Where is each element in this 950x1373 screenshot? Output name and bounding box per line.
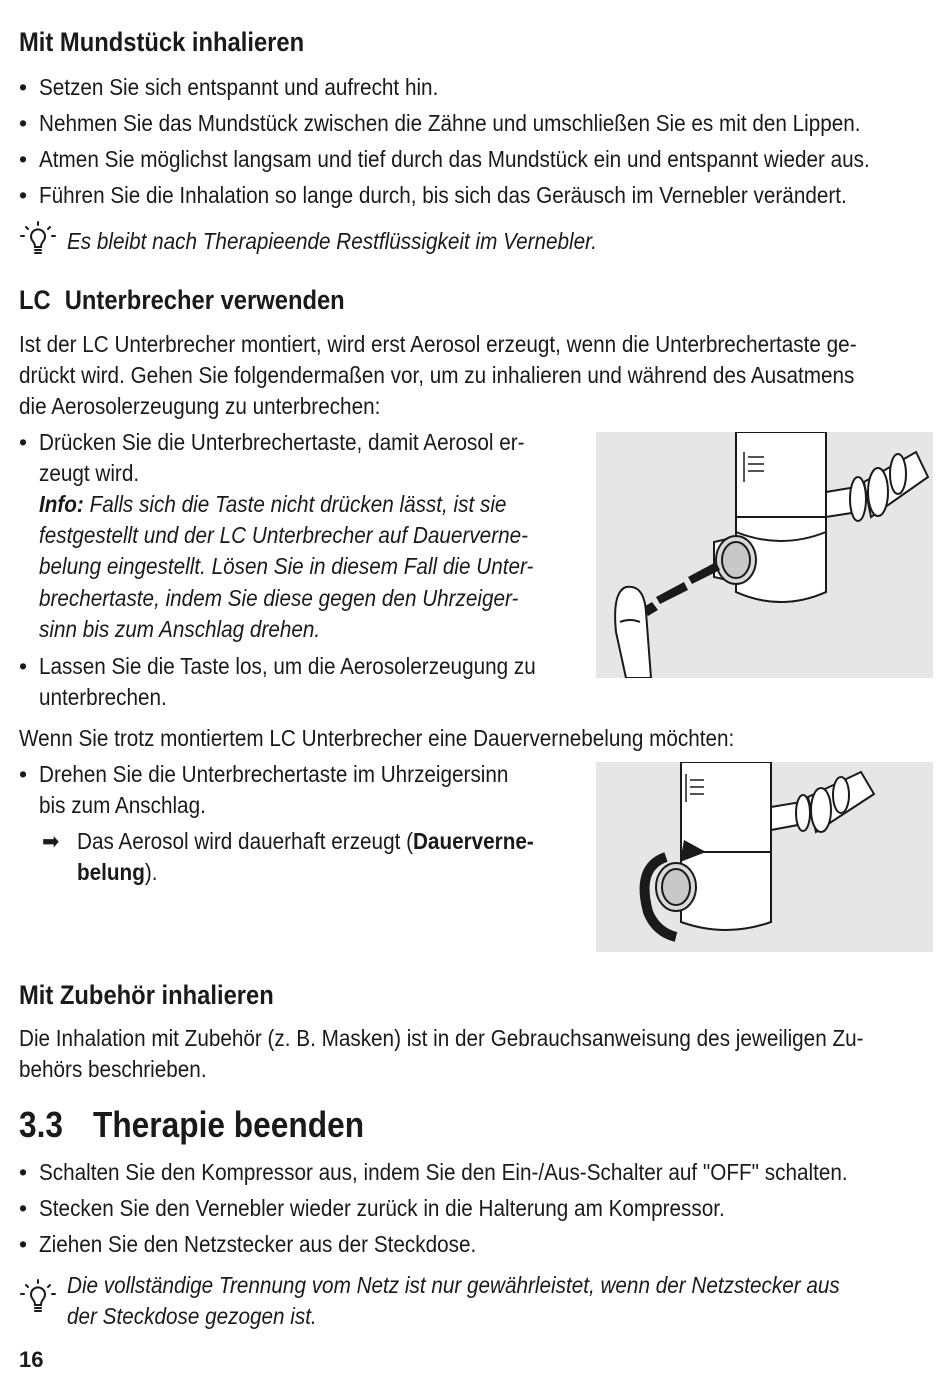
info-line: belung eingestellt. Lösen Sie in diesem Fall die Unter-	[39, 553, 534, 579]
result-line: Das Aerosol wird dauerhaft erzeugt (Dauerverne-	[77, 828, 534, 854]
bullet-dot: •	[19, 1195, 28, 1221]
intro-line: drückt wird. Gehen Sie folgendermaßen vor, um zu inhalieren und während des Ausatmens	[19, 362, 855, 388]
tip-text: Es bleibt nach Therapieende Restflüssigkeit im Vernebler.	[67, 228, 598, 254]
bullet-item: Schalten Sie den Kompressor aus, indem Sie den Ein-/Aus-Schalter auf "OFF" schalten.	[39, 1159, 848, 1185]
figure-press-button	[596, 432, 933, 678]
heading-interrupter	[19, 285, 345, 316]
bullet-dot: •	[19, 1231, 28, 1257]
bullet-dot: •	[19, 653, 28, 679]
page-number: 16	[19, 1347, 44, 1372]
bullet-dot: •	[19, 146, 28, 172]
info-line: sinn bis zum Anschlag drehen.	[39, 616, 321, 642]
bullet-item: Drücken Sie die Unterbrechertaste, damit Aerosol er-	[39, 429, 525, 455]
bullet-dot: •	[19, 110, 28, 136]
bullet-item-cont: unterbrechen.	[39, 684, 167, 710]
bullet-dot: •	[19, 182, 28, 208]
info-text: Falls sich die Taste nicht drücken lässt, ist sie	[89, 491, 507, 517]
bullet-item: Drehen Sie die Unterbrechertaste im Uhrzeigersinn	[39, 761, 509, 787]
bullet-item-cont: zeugt wird.	[39, 460, 140, 486]
bullet-item: Nehmen Sie das Mundstück zwischen die Zähne und umschließen Sie es mit den Lippen.	[39, 110, 861, 136]
bullet-item-cont: bis zum Anschlag.	[39, 792, 206, 818]
heading-prefix: LC	[19, 285, 51, 315]
info-line	[39, 489, 506, 520]
arrow-icon: ➡	[42, 828, 60, 854]
result-bold: Dauerverne-	[412, 828, 534, 854]
nebulizer-rotate-illustration	[596, 762, 933, 952]
bullet-item: Führen Sie die Inhalation so lange durch, bis sich das Geräusch im Vernebler verändert.	[39, 182, 847, 208]
heading-accessories: Mit Zubehör inhalieren	[19, 980, 274, 1010]
bullet-dot: •	[19, 1159, 28, 1185]
continuous-intro: Wenn Sie trotz montiertem LC Unterbrecher eine Dauervernebelung möchten:	[19, 725, 735, 751]
tip-text: der Steckdose gezogen ist.	[67, 1303, 317, 1329]
bullet-item: Stecken Sie den Vernebler wieder zurück in die Halterung am Kompressor.	[39, 1195, 725, 1221]
accessories-text: Die Inhalation mit Zubehör (z. B. Masken) ist in der Gebrauchsanweisung des jeweiligen Zu-	[19, 1025, 864, 1051]
intro-line: die Aerosolerzeugung zu unterbrechen:	[19, 393, 381, 419]
nebulizer-press-illustration	[596, 432, 933, 678]
result-line: belung).	[77, 859, 158, 885]
info-line: festgestellt und der LC Unterbrecher auf Dauerverne-	[39, 522, 529, 548]
intro-line: Ist der LC Unterbrecher montiert, wird erst Aerosol erzeugt, wenn die Unterbrechertaste ge-	[19, 331, 857, 357]
tip-text: Die vollständige Trennung vom Netz ist nur gewährleistet, wenn der Netzstecker aus	[67, 1272, 840, 1298]
bullet-dot: •	[19, 761, 28, 787]
accessories-text: behörs beschrieben.	[19, 1056, 207, 1082]
heading-mouthpiece: Mit Mundstück inhalieren	[19, 27, 305, 57]
bullet-dot: •	[19, 74, 28, 100]
info-line: brechertaste, indem Sie diese gegen den Uhrzeiger-	[39, 585, 519, 611]
chapter-heading	[19, 1104, 364, 1146]
lightbulb-icon	[18, 1276, 60, 1318]
chapter-title: Therapie beenden	[92, 1104, 365, 1145]
bullet-item: Setzen Sie sich entspannt und aufrecht hin.	[39, 74, 439, 100]
bullet-item: Atmen Sie möglichst langsam und tief durch das Mundstück ein und entspannt wieder aus.	[39, 146, 870, 172]
bullet-dot: •	[19, 429, 28, 455]
figure-rotate-button	[596, 762, 933, 952]
bullet-item: Ziehen Sie den Netzstecker aus der Steckdose.	[39, 1231, 477, 1257]
info-label: Info:	[39, 491, 84, 517]
bullet-item: Lassen Sie die Taste los, um die Aerosolerzeugung zu	[39, 653, 536, 679]
chapter-number: 3.3	[19, 1104, 64, 1145]
lightbulb-icon	[18, 218, 60, 260]
heading-text: Unterbrecher verwenden	[64, 285, 345, 315]
result-bold: belung	[77, 859, 145, 885]
